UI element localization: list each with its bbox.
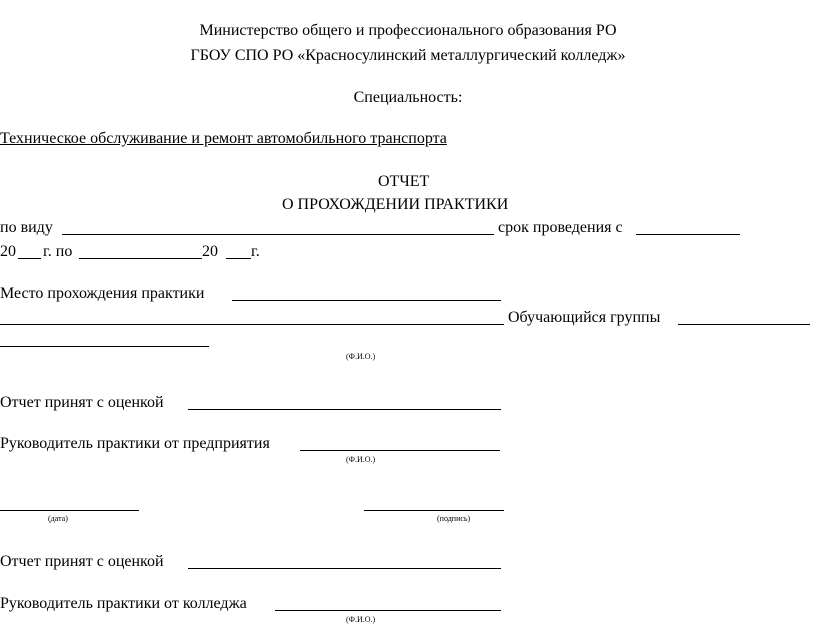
place-label: Место прохождения практики <box>0 285 205 302</box>
period-to-field[interactable] <box>79 258 202 259</box>
report-subtitle: О ПРОХОЖДЕНИИ ПРАКТИКИ <box>282 196 509 213</box>
enterprise-supervisor-field[interactable] <box>300 450 500 451</box>
enterprise-supervisor-label: Руководитель практики от предприятия <box>0 435 270 452</box>
year-field-2[interactable] <box>226 258 251 259</box>
period-from-label: срок проведения с <box>498 219 623 236</box>
place-field-continued[interactable] <box>0 324 504 325</box>
student-name-field[interactable] <box>0 346 209 347</box>
place-field[interactable] <box>232 300 501 301</box>
year-prefix-1: 20 <box>0 243 16 260</box>
to-label: г. по <box>43 243 73 260</box>
kind-label: по виду <box>0 219 53 236</box>
year-prefix-2: 20 <box>202 243 218 260</box>
fio-caption: (Ф.И.О.) <box>346 352 376 361</box>
fio-caption-2: (Ф.И.О.) <box>346 455 376 464</box>
report-title: ОТЧЕТ <box>378 173 430 190</box>
grade-label-2: Отчет принят с оценкой <box>0 553 164 570</box>
specialty-label: Специальность: <box>353 89 463 106</box>
group-label: Обучающийся группы <box>508 309 661 326</box>
grade-field-2[interactable] <box>188 568 501 569</box>
signature-caption: (подпись) <box>437 514 471 523</box>
college-supervisor-field[interactable] <box>275 610 501 611</box>
group-field[interactable] <box>678 324 810 325</box>
date-caption: (дата) <box>48 514 68 523</box>
ministry-heading: Министерство общего и профессионального образования РО <box>199 22 617 39</box>
kind-field[interactable] <box>62 234 494 235</box>
college-supervisor-label: Руководитель практики от колледжа <box>0 595 247 612</box>
grade-label-1: Отчет принят с оценкой <box>0 394 164 411</box>
signature-field[interactable] <box>364 510 504 511</box>
fio-caption-3: (Ф.И.О.) <box>346 615 376 624</box>
period-from-field[interactable] <box>636 234 740 235</box>
year-suffix: г. <box>251 243 260 260</box>
grade-field-1[interactable] <box>188 409 501 410</box>
college-heading: ГБОУ СПО РО «Красносулинский металлургический колледж» <box>190 47 626 64</box>
specialty-value: Техническое обслуживание и ремонт автомобильного транспорта <box>0 130 447 147</box>
year-field-1[interactable] <box>18 258 41 259</box>
date-field[interactable] <box>0 510 139 511</box>
